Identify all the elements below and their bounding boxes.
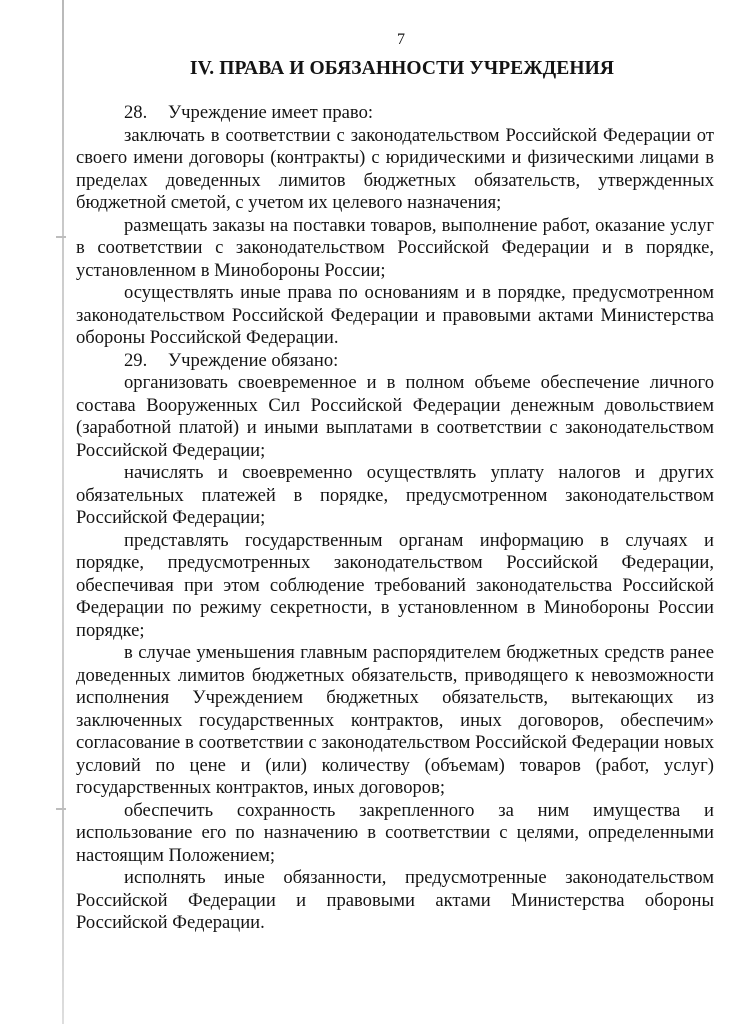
- document-page: [76, 30, 714, 935]
- clause-29-item: в случае уменьшения главным распорядителем бюджетных средств ранее доведенных лимитов бюджетных обязательств, приводящего к невозможности исполнения Учреждением бюджетных обязательств, вытекающих из заключенных государственных контрактов, иных договоров, обеспечим» согласование в соответствии с законодательством Российской Федерации новых условий по цене и (или) количеству (объемам) товаров (работ, услуг) государственных контрактов, иных договоров;: [76, 642, 714, 798]
- scan-edge-mark: [56, 808, 66, 810]
- clause-29-item: обеспечить сохранность закрепленного за ним имущества и использование его по назначению в соответствии с целями, определенными настоящим Положением;: [76, 799, 714, 866]
- clause-29-number: 29.: [124, 349, 148, 371]
- clause-29-item: начислять и своевременно осуществлять уплату налогов и других обязательных платежей в порядке, предусмотренном законодательством Российской Федерации;: [76, 462, 714, 528]
- scan-binding-edge: [62, 0, 64, 1024]
- clause-28-item: размещать заказы на поставки товаров, выполнение работ, оказание услуг в соответствии с законодательством Российской Федерации и в порядке, установленном в Минобороны России;: [76, 214, 714, 281]
- clause-28-heading: [76, 102, 714, 125]
- page-number: 7: [397, 31, 405, 48]
- section-title: IV. ПРАВА И ОБЯЗАННОСТИ УЧРЕЖДЕНИЯ: [189, 58, 615, 79]
- clause-28-item: осуществлять иные права по основаниям и в порядке, предусмотренном законодательством Российской Федерации и правовыми актами Министерства обороны Российской Федерации.: [76, 282, 714, 348]
- clause-29-item: представлять государственным органам информацию в случаях и порядке, предусмотренных законодательством Российской Федерации, обеспечивая при этом соблюдение требований законодательства Российской Федерации по режиму секретности, в установленном в Минобороны России порядке;: [76, 529, 714, 641]
- clause-28-heading-text: Учреждение имеет право:: [168, 102, 374, 123]
- clause-29-heading: [76, 350, 714, 373]
- clause-28-item: заключать в соответствии с законодательством Российской Федерации от своего имени договоры (контракты) с юридическими и физическими лицами в пределах доведенных лимитов бюджетных обязательств, утвержденных бюджетной сметой, с учетом их целевого назначения;: [76, 124, 714, 213]
- clause-29-item: исполнять иные обязанности, предусмотренные законодательством Российской Федерации и правовыми актами Министерства обороны Российской Федерации.: [76, 867, 714, 933]
- clause-28-number: 28.: [124, 102, 148, 123]
- clause-29-item: организовать своевременное и в полном объеме обеспечение личного состава Вооруженных Сил Российской Федерации денежным довольствием (заработной платой) и иными выплатами в соответствии с законодательством Российской Федерации;: [76, 372, 714, 461]
- clause-29-heading-text: Учреждение обязано:: [168, 349, 339, 371]
- scan-edge-mark: [56, 236, 66, 238]
